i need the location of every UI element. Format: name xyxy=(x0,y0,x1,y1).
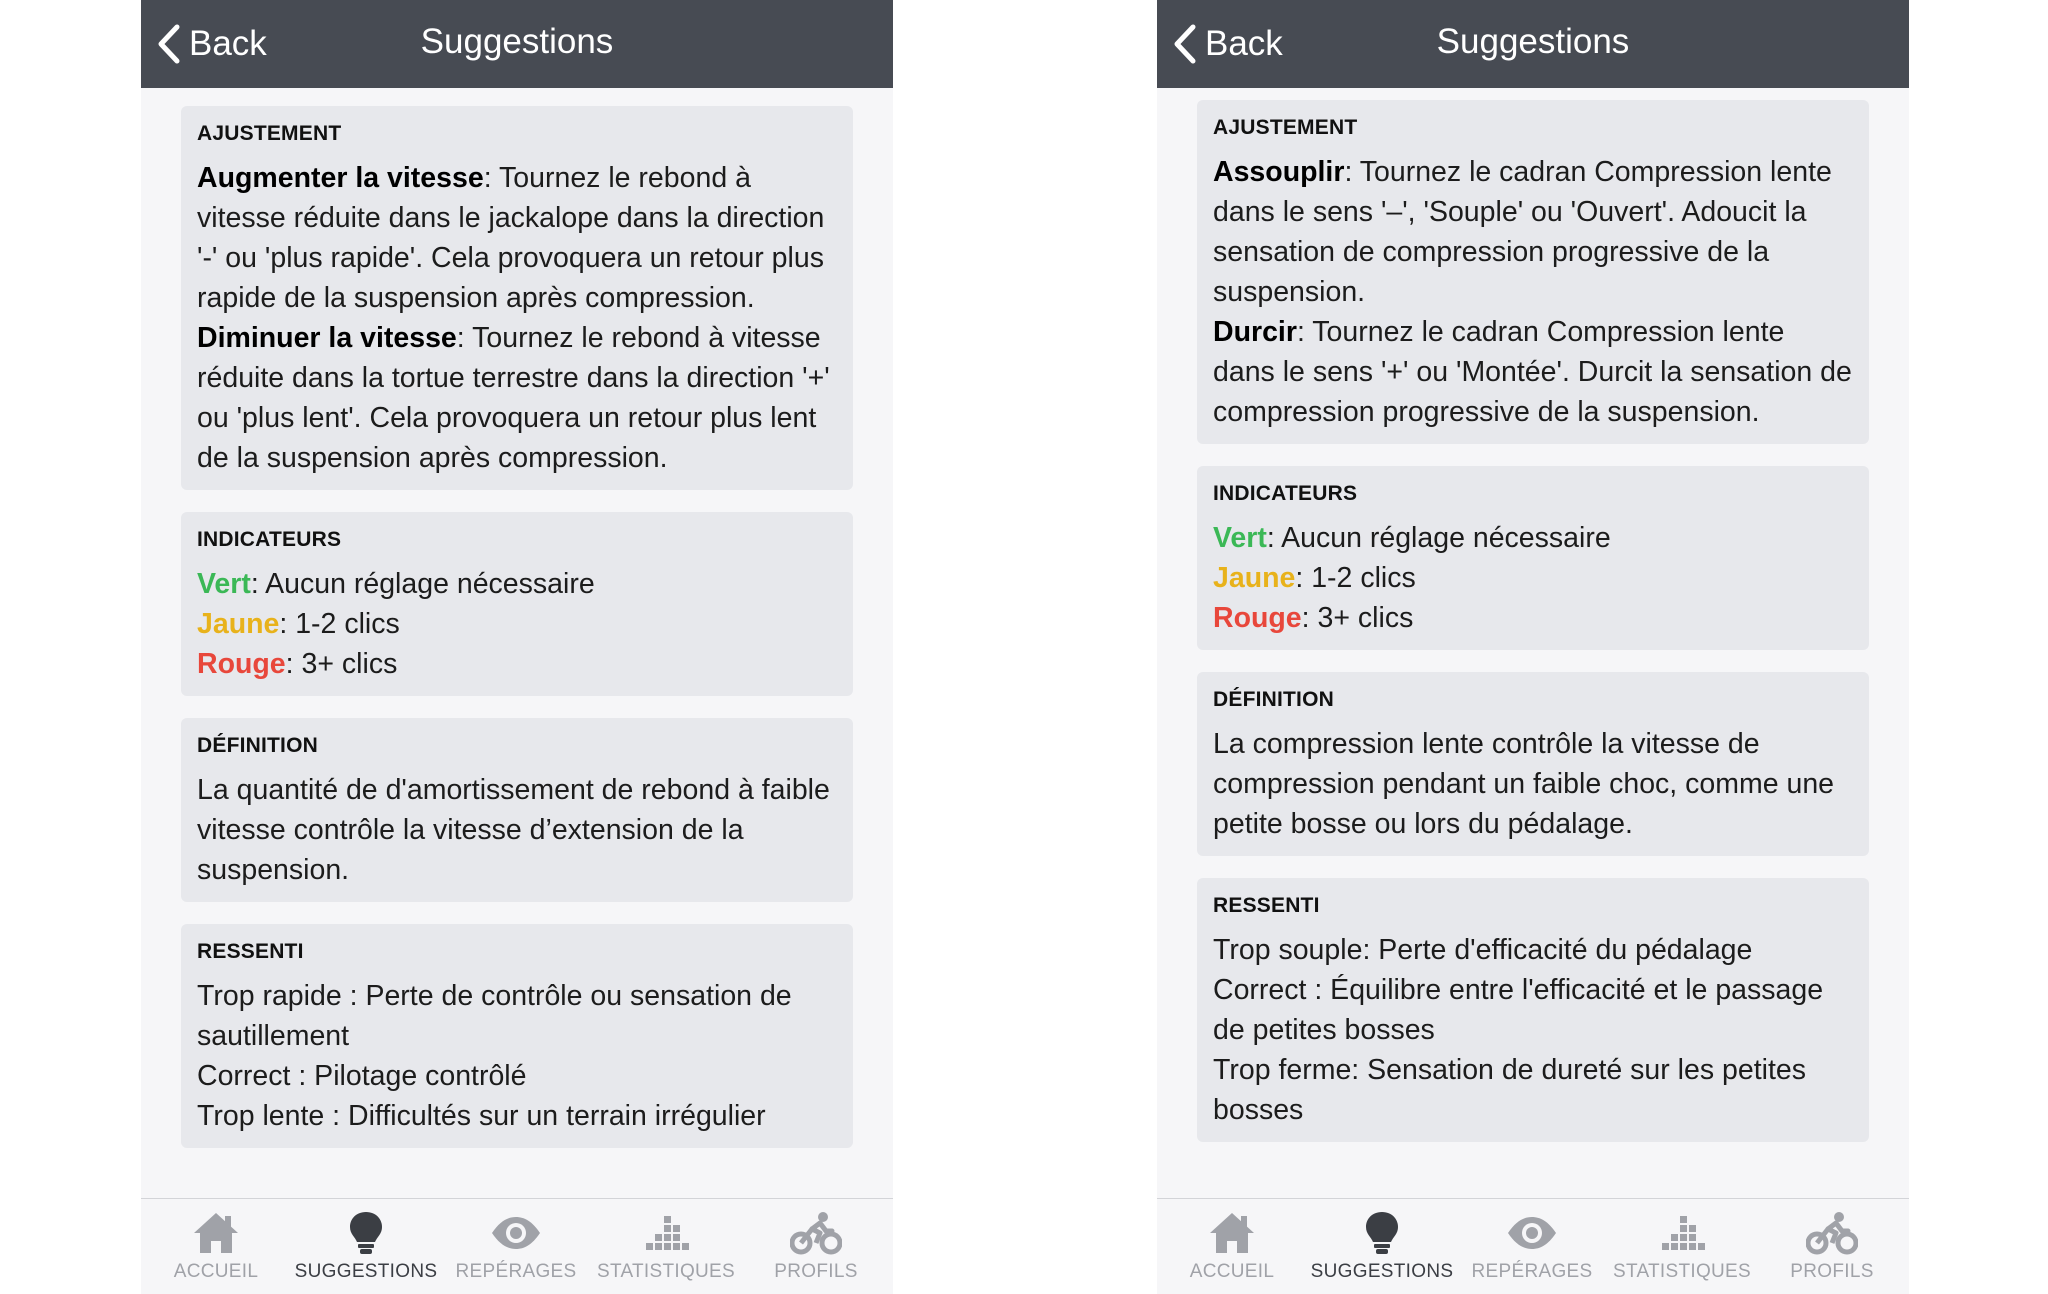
card-heading: DÉFINITION xyxy=(1213,688,1334,711)
indicator-red xyxy=(197,644,837,684)
adjust-harden-text xyxy=(1213,312,1853,432)
home-icon xyxy=(1208,1211,1256,1255)
lightbulb-icon xyxy=(342,1211,390,1255)
screen-rebound xyxy=(141,0,893,1294)
tab-suggestions[interactable] xyxy=(1307,1199,1457,1294)
indicator-green xyxy=(197,564,837,604)
tab-reperages[interactable] xyxy=(441,1199,591,1294)
card-ajustement xyxy=(181,106,853,490)
adjust-term: Augmenter la vitesse xyxy=(197,162,484,194)
tab-label: SUGGESTIONS xyxy=(1310,1261,1454,1282)
adjust-soften-text xyxy=(1213,152,1853,312)
yellow-label: Jaune xyxy=(1213,562,1296,594)
bar-chart-icon xyxy=(1658,1211,1706,1255)
card-heading: INDICATEURS xyxy=(1213,482,1358,505)
red-label: Rouge xyxy=(1213,602,1302,634)
red-label: Rouge xyxy=(197,648,286,680)
nav-header xyxy=(1157,0,1909,88)
tab-label: ACCUEIL xyxy=(173,1261,259,1282)
tab-label: SUGGESTIONS xyxy=(294,1261,438,1282)
green-text: : Aucun réglage nécessaire xyxy=(250,568,595,600)
tab-label: PROFILS xyxy=(1790,1261,1874,1282)
tab-bar xyxy=(141,1198,893,1294)
feel-line: Trop souple: Perte d'efficacité du pédalage xyxy=(1213,934,1753,966)
adjust-description: : Tournez le cadran Compression lente dans le sens '–', 'Souple' ou 'Ouvert'. Adoucit la sensation de compression progressive de la suspension. xyxy=(1213,156,1832,308)
tab-label: STATISTIQUES xyxy=(596,1261,736,1282)
definition-text: La compression lente contrôle la vitesse de compression pendant un faible choc, comme une petite bosse ou lors du pédalage. xyxy=(1213,728,1835,840)
card-heading: RESSENTI xyxy=(197,940,304,963)
tab-statistiques[interactable] xyxy=(1607,1199,1757,1294)
tab-statistiques[interactable] xyxy=(591,1199,741,1294)
card-ressenti xyxy=(181,924,853,1148)
indicator-yellow xyxy=(197,604,837,644)
eye-icon xyxy=(1506,1211,1558,1255)
card-heading: INDICATEURS xyxy=(197,528,342,551)
tab-bar xyxy=(1157,1198,1909,1294)
indicator-yellow xyxy=(1213,558,1853,598)
adjust-increase-text xyxy=(197,158,837,318)
card-heading: AJUSTEMENT xyxy=(1213,116,1358,139)
yellow-text: : 1-2 clics xyxy=(1295,562,1416,594)
feel-line: Trop rapide : Perte de contrôle ou sensation de sautillement xyxy=(197,980,792,1052)
lightbulb-icon xyxy=(1358,1211,1406,1255)
adjust-term: Assouplir xyxy=(1213,156,1345,188)
tab-accueil[interactable] xyxy=(1157,1199,1307,1294)
bar-chart-icon xyxy=(642,1211,690,1255)
nav-header xyxy=(141,0,893,88)
tab-label: ACCUEIL xyxy=(1189,1261,1275,1282)
back-label: Back xyxy=(1205,24,1283,63)
green-text: : Aucun réglage nécessaire xyxy=(1266,522,1611,554)
adjust-description: : Tournez le rebond à vitesse réduite dans le jackalope dans la direction '-' ou 'plus rapide'. Cela provoquera un retour plus rapide de la suspension après compression. xyxy=(197,162,825,314)
page-title: Suggestions xyxy=(1436,22,1630,61)
card-indicateurs xyxy=(1197,466,1869,650)
definition-text: La quantité de d'amortissement de rebond à faible vitesse contrôle la vitesse d’extension de la suspension. xyxy=(197,774,830,886)
card-indicateurs xyxy=(181,512,853,696)
tab-label: REPÉRAGES xyxy=(1471,1261,1593,1282)
cyclist-icon xyxy=(1806,1211,1858,1255)
red-text: : 3+ clics xyxy=(285,648,398,680)
adjust-term: Diminuer la vitesse xyxy=(197,322,457,354)
tab-profils[interactable] xyxy=(741,1199,891,1294)
tab-label: REPÉRAGES xyxy=(455,1261,577,1282)
page-title: Suggestions xyxy=(420,22,614,61)
adjust-description: : Tournez le rebond à vitesse réduite dans la tortue terrestre dans la direction '+' ou 'plus lent'. Cela provoquera un retour plus lent de la suspension après compression. xyxy=(197,322,830,474)
back-label: Back xyxy=(189,24,267,63)
card-definition xyxy=(1197,672,1869,856)
adjust-description: : Tournez le cadran Compression lente dans le sens '+' ou 'Montée'. Durcit la sensation de compression progressive de la suspension. xyxy=(1213,316,1852,428)
yellow-label: Jaune xyxy=(197,608,280,640)
adjust-term: Durcir xyxy=(1213,316,1297,348)
screen-compression xyxy=(1157,0,1909,1294)
card-heading: RESSENTI xyxy=(1213,894,1320,917)
home-icon xyxy=(192,1211,240,1255)
tab-reperages[interactable] xyxy=(1457,1199,1607,1294)
feel-line: Correct : Pilotage contrôlé xyxy=(197,1060,527,1092)
green-label: Vert xyxy=(197,568,251,600)
feel-line: Trop ferme: Sensation de dureté sur les petites bosses xyxy=(1213,1054,1807,1126)
feel-line: Correct : Équilibre entre l'efficacité et le passage de petites bosses xyxy=(1213,974,1824,1046)
card-heading: DÉFINITION xyxy=(197,734,318,757)
indicator-green xyxy=(1213,518,1853,558)
yellow-text: : 1-2 clics xyxy=(279,608,400,640)
card-ressenti xyxy=(1197,878,1869,1142)
tab-profils[interactable] xyxy=(1757,1199,1907,1294)
green-label: Vert xyxy=(1213,522,1267,554)
adjust-decrease-text xyxy=(197,318,837,478)
tab-accueil[interactable] xyxy=(141,1199,291,1294)
indicator-red xyxy=(1213,598,1853,638)
tab-label: PROFILS xyxy=(774,1261,858,1282)
red-text: : 3+ clics xyxy=(1301,602,1414,634)
feel-line: Trop lente : Difficultés sur un terrain irrégulier xyxy=(197,1100,766,1132)
eye-icon xyxy=(490,1211,542,1255)
card-ajustement xyxy=(1197,100,1869,444)
card-definition xyxy=(181,718,853,902)
cyclist-icon xyxy=(790,1211,842,1255)
tab-label: STATISTIQUES xyxy=(1612,1261,1752,1282)
card-heading: AJUSTEMENT xyxy=(197,122,342,145)
tab-suggestions[interactable] xyxy=(291,1199,441,1294)
